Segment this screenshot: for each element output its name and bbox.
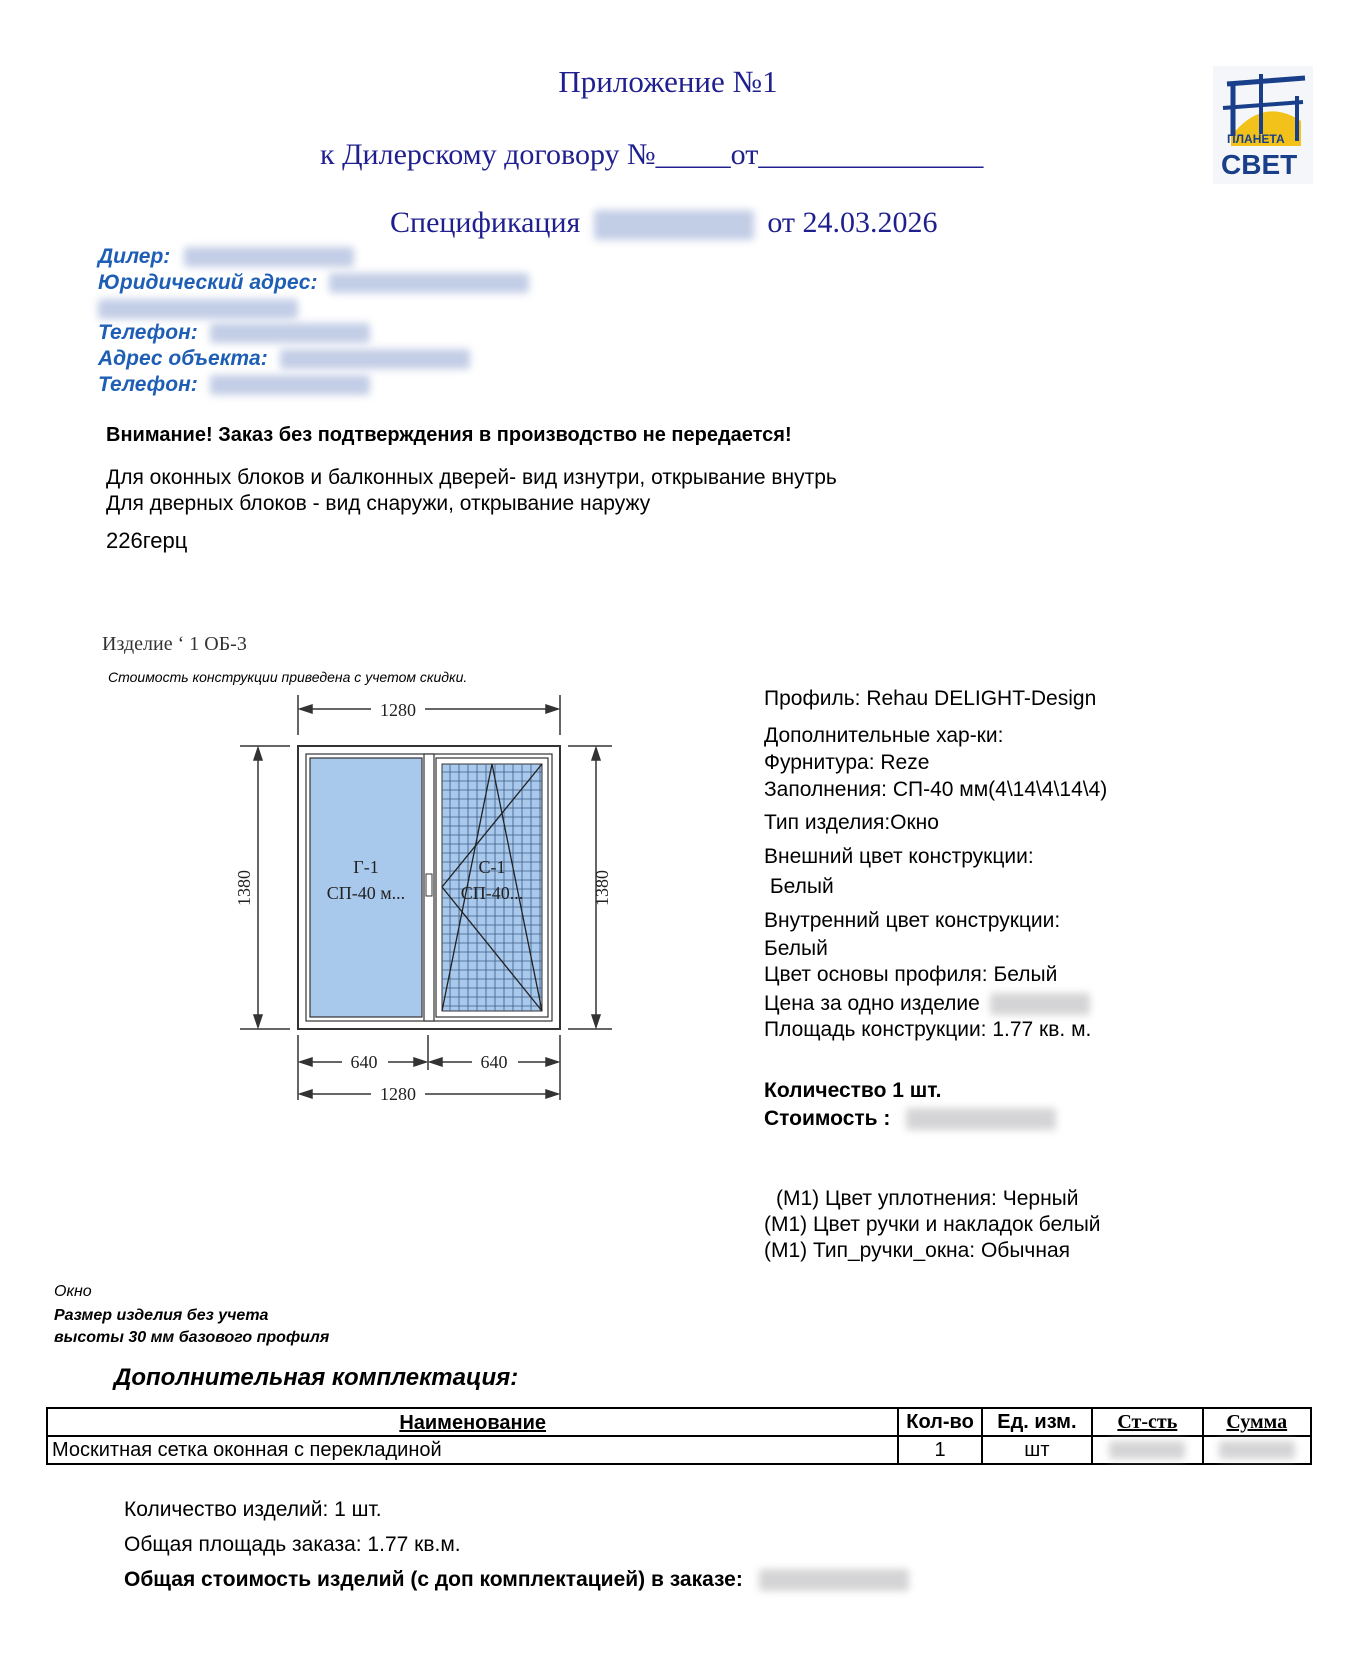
spec-inner-color-label: Внутренний цвет конструкции: — [764, 909, 1061, 932]
spec-m1-handle-type: (М1) Тип_ручки_окна: Обычная — [764, 1239, 1071, 1262]
legal-address-redacted — [329, 273, 529, 293]
extras-table — [46, 1407, 1312, 1465]
extras-header-row — [47, 1408, 1311, 1436]
spec-m1-seal: (М1) Цвет уплотнения: Черный — [776, 1187, 1079, 1210]
extras-item-price-redacted — [1109, 1441, 1185, 1459]
summary-items-count: Количество изделий: 1 шт. — [124, 1498, 382, 1521]
spec-outer-color-label: Внешний цвет конструкции: — [764, 845, 1034, 868]
spec-prefix: Спецификация — [390, 206, 581, 239]
warning-text: Внимание! Заказ без подтверждения в производство не передается! — [106, 424, 792, 446]
col-price-header: Ст-сть — [1092, 1408, 1202, 1436]
sash-left-fill: СП-40 м... — [326, 883, 406, 903]
footnote-size-1: Размер изделия без учета — [54, 1307, 269, 1324]
col-qty-header: Кол-во — [898, 1408, 981, 1436]
extras-item-name: Москитная сетка оконная с перекладиной — [47, 1436, 898, 1464]
spec-cost-label: Стоимость : — [764, 1107, 891, 1130]
phone-label: Телефон: — [98, 321, 198, 344]
spec-date: от 24.03.2026 — [767, 206, 938, 239]
spec-number-redacted — [594, 210, 754, 240]
discount-note: Стоимость конструкции приведена с учетом скидки. — [108, 669, 468, 685]
view-note-2: Для дверных блоков - вид снаружи, открывание наружу — [106, 492, 651, 515]
spec-m1-handle-color: (М1) Цвет ручки и накладок белый — [764, 1213, 1101, 1236]
col-name-header: Наименование — [47, 1408, 898, 1436]
cost-redacted — [906, 1108, 1056, 1130]
spec-extra: Дополнительные хар-ки: — [764, 724, 1004, 747]
dealer-name-redacted — [184, 247, 354, 267]
view-note-1: Для оконных блоков и балконных дверей- вид изнутри, открывание внутрь — [106, 466, 837, 489]
legal-address-line2-redacted — [98, 299, 298, 319]
footnote-size-2: высоты 30 мм базового профиля — [54, 1329, 330, 1346]
dim-bottom-total: 1280 — [380, 1084, 416, 1104]
company-logo — [1213, 66, 1313, 184]
extras-item-unit: шт — [982, 1436, 1092, 1464]
unit-price-redacted — [990, 993, 1090, 1015]
spec-hardware: Фурнитура: Reze — [764, 751, 930, 774]
contract-line: к Дилерскому договору №_____от_______________ — [320, 138, 984, 171]
dealer-label: Дилер: — [98, 245, 171, 268]
sash-left-label: Г-1 — [353, 857, 379, 877]
total-cost-redacted — [759, 1569, 909, 1591]
sash-right-label: С-1 — [478, 857, 506, 877]
col-unit-header: Ед. изм. — [982, 1408, 1092, 1436]
spec-unit-price-label: Цена за одно изделие — [764, 992, 980, 1015]
object-address-label: Адрес объекта: — [98, 347, 268, 370]
phone2-label: Телефон: — [98, 373, 198, 396]
table-row — [47, 1436, 1311, 1464]
note-226: 226герц — [106, 528, 188, 553]
spec-title — [390, 206, 938, 240]
summary-total-cost — [124, 1568, 909, 1592]
phone2-redacted — [210, 375, 370, 395]
appendix-title: Приложение №1 — [558, 64, 778, 99]
dim-right-height: 1380 — [592, 870, 612, 906]
spec-filling: Заполнения: СП-40 мм(4\14\4\14\4) — [764, 778, 1108, 801]
dealer-block — [98, 244, 529, 398]
dim-bottom-right: 640 — [480, 1052, 508, 1072]
spec-area: Площадь конструкции: 1.77 кв. м. — [764, 1018, 1092, 1041]
spec-profile: Профиль: Rehau DELIGHT-Design — [764, 687, 1097, 710]
window-drawing — [234, 690, 620, 1110]
dim-left-height: 1380 — [234, 870, 254, 906]
spec-base-color: Цвет основы профиля: Белый — [764, 963, 1058, 986]
dim-top-width: 1280 — [380, 700, 416, 720]
spec-type: Тип изделия:Окно — [764, 811, 939, 834]
summary-total-area: Общая площадь заказа: 1.77 кв.м. — [124, 1533, 461, 1556]
spec-inner-color: Белый — [764, 937, 828, 960]
footnote-type: Окно — [54, 1283, 92, 1300]
legal-address-label: Юридический адрес: — [98, 271, 318, 294]
product-title: Изделие ‘ 1 ОБ-3 — [102, 633, 247, 655]
extras-item-qty: 1 — [898, 1436, 981, 1464]
logo-top-text: ПЛАНЕТА — [1227, 132, 1285, 146]
sash-right-fill: СП-40... — [460, 883, 524, 903]
logo-graphic — [1213, 66, 1313, 184]
summary-total-cost-label: Общая стоимость изделий (с доп комплектацией) в заказе: — [124, 1568, 743, 1591]
col-sum-header: Сумма — [1203, 1408, 1311, 1436]
spec-outer-color: Белый — [764, 875, 834, 898]
dim-bottom-left: 640 — [350, 1052, 378, 1072]
extras-item-sum-redacted — [1219, 1441, 1295, 1459]
logo-bottom-text: СВЕТ — [1221, 149, 1298, 180]
spec-qty: Количество 1 шт. — [764, 1079, 942, 1102]
phone-redacted — [210, 323, 370, 343]
extras-title: Дополнительная комплектация: — [114, 1364, 519, 1391]
object-address-redacted — [280, 349, 470, 369]
